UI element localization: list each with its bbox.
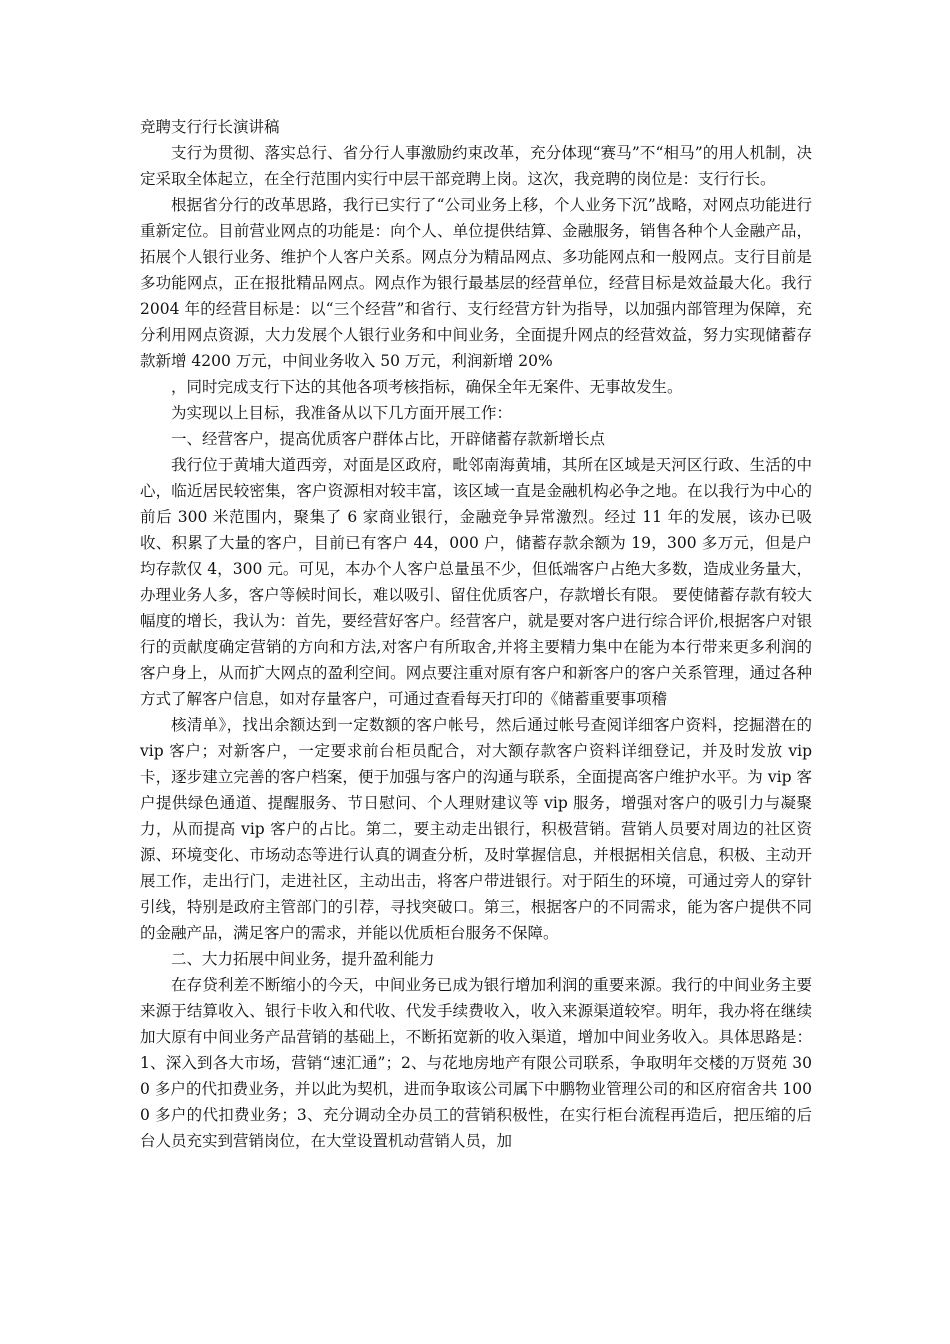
paragraph-strategy: 根据省分行的改革思路，我行已实行了“公司业务上移，个人业务下沉”战略，对网点功能进行重新定位。目前营业网点的功能是：向个人、单位提供结算、金融服务，销售各种个人金融产品，拓展个人银行业务、维护个人客户关系。网点分为精品网点、多功能网点和一般网点。支行目前是多功能网点，正在报批精品网点。网点作为银行最基层的经营单位，经营目标是效益最大化。我行 2004 年的经营目标是：以“三个经营”和省行、支行经营方针为指导，以加强内部管理为保障，充分利用网点资源，大力发展个人银行业务和中间业务，全面提升网点的经营效益，努力实现储蓄存款新增 4200 万元，中间业务收入 50 万元，利润新增 20% <box>140 196 812 370</box>
paragraph-customer-management: 核清单》，找出余额达到一定数额的客户帐号，然后通过帐号查阅详细客户资料，挖掘潜在的 vip 客户；对新客户，一定要求前台柜员配合，对大额存款客户资料详细登记，并及时发放 vip 卡，逐步建立完善的客户档案，便于加强与客户的沟通与联系，全面提高客户维护水平。为 vip 客户提供绿色通道、提醒服务、节日慰问、个人理财建议等 vip 服务，增强对客户的吸引力与凝聚力，从而提高 vip 客户的占比。第二，要主动走出银行，积极营销。营销人员要对周边的社区资源、环境变化、市场动态等进行认真的调查分析，及时掌握信息，并根据相关信息，积极、主动开展工作，走出行门，走进社区，主动出击，将客户带进银行。对于陌生的环境，可通过旁人的穿针引线，特别是政府主管部门的引荐，寻找突破口。第三，根据客户的不同需求，能为客户提供不同的金融产品，满足客户的需求，并能以优质柜台服务不保障。 <box>140 716 812 942</box>
paragraph-intermediate-business: 在存贷利差不断缩小的今天，中间业务已成为银行增加利润的重要来源。我行的中间业务主要来源于结算收入、银行卡收入和代收、代发手续费收入，收入来源渠道较窄。明年，我办将在继续加大原有中间业务产品营销的基础上，不断拓宽新的收入渠道，增加中间业务收入。具体思路是：1、深入到各大市场，营销“速汇通”；2、与花地房地产有限公司联系，争取明年交楼的万贤苑 300 多户的代扣费业务，并以此为契机，进而争取该公司属下中鹏物业管理公司的和区府宿舍共 1000 多户的代扣费业务；3、充分调动全办员工的营销积极性，在实行柜台流程再造后，把压缩的后台人员充实到营销岗位，在大堂设置机动营销人员，加 <box>140 976 812 1150</box>
document-body <box>140 114 812 1154</box>
document-title: 竞聘支行行长演讲稿 <box>140 118 280 136</box>
paragraph-location: 我行位于黄埔大道西旁，对面是区政府，毗邻南海黄埔，其所在区域是天河区行政、生活的中心，临近居民较密集，客户资源相对较丰富，该区域一直是金融机构必争之地。在以我行为中心的前后 300 米范围内，聚集了 6 家商业银行，金融竞争异常激烈。经过 11 年的发展，该办已吸收、积累了大量的客户，目前已有客户 44，000 户，储蓄存款余额为 19，300 多万元，但是户均存款仅 4，300 元。可见，本办个人客户总量虽不少，但低端客户占绝大多数，造成业务量大，办理业务人多，客户等候时间长，难以吸引、留住优质客户，存款增长有限。 要使储蓄存款有较大幅度的增长，我认为：首先，要经营好客户。经营客户，就是要对客户进行综合评价,根据客户对银行的贡献度确定营销的方向和方法,对客户有所取舍,并将主要精力集中在能为本行带来更多利润的客户身上，从而扩大网点的盈利空间。网点要注重对原有客户和新客户的客户关系管理，通过各种方式了解客户信息，如对存量客户，可通过查看每天打印的《储蓄重要事项稽 <box>140 456 812 708</box>
section-heading-1: 一、经营客户，提高优质客户群体占比，开辟储蓄存款新增长点 <box>171 430 606 448</box>
paragraph-intro: 支行为贯彻、落实总行、省分行人事激励约束改革，充分体现“赛马”不“相马”的用人机制，决定采取全体起立，在全行范围内实行中层干部竞聘上岗。这次，我竞聘的岗位是：支行行长。 <box>140 144 812 188</box>
paragraph-plan-intro: 为实现以上目标，我准备从以下几方面开展工作： <box>171 404 513 422</box>
section-heading-2: 二、大力拓展中间业务，提升盈利能力 <box>171 950 435 968</box>
paragraph-targets-continued: ，同时完成支行下达的其他各项考核指标，确保全年无案件、无事故发生。 <box>171 378 683 396</box>
